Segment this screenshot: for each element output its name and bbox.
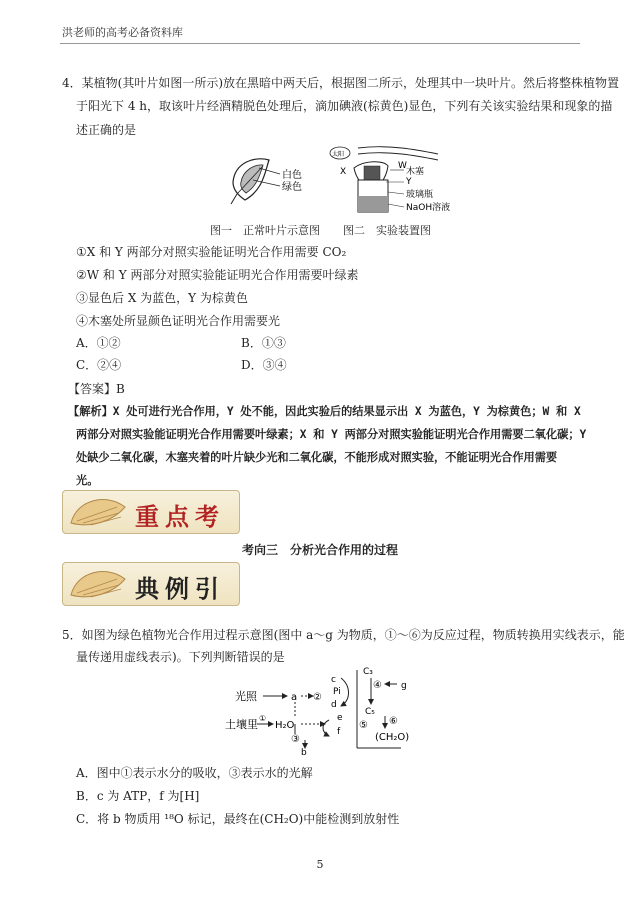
label-cork: 木塞: [406, 167, 425, 177]
q4-analysis-line-3: 处缺少二氧化碳，木塞夹着的叶片缺少光和二氧化碳，不能形成对照实验，不能证明光合作用需要: [76, 451, 558, 464]
label-y: Y: [406, 177, 412, 187]
q4-option-b: B．①③: [241, 336, 286, 350]
label-naoh: NaOH溶液: [406, 203, 451, 213]
q4-option-a: A．①②: [76, 336, 121, 350]
q4-analysis-line-4: 光。: [76, 474, 99, 487]
label-ch2o: (CH₂O): [375, 732, 410, 743]
label-c5: C₅: [365, 707, 375, 717]
q4-statement-3: ③显色后 X 为蓝色，Y 为棕黄色: [76, 291, 248, 305]
label-x: X: [340, 167, 347, 177]
figure-2-caption: 图二 实验装置图: [343, 224, 431, 237]
q4-statement-4: ④木塞处所显颜色证明光合作用需要光: [76, 314, 281, 328]
label-r3: ③: [291, 734, 300, 745]
q5-stem-line-1: 5．如图为绿色植物光合作用过程示意图(图中 a～g 为物质，①～⑥为反应过程，物质转换用实线表示，能: [62, 628, 625, 642]
q4-statement-1: ①X 和 Y 两部分对照实验能证明光合作用需要 CO₂: [76, 245, 347, 259]
naoh-solution: [358, 196, 388, 212]
label-sun: 太阳: [332, 151, 345, 158]
q4-statement-2: ②W 和 Y 两部分对照实验能证明光合作用需要叶绿素: [76, 268, 359, 282]
figure-1-caption: 图一 正常叶片示意图: [210, 224, 320, 237]
q5-option-c: C．将 b 物质用 ¹⁸O 标记，最终在(CH₂O)中能检测到放射性: [76, 812, 400, 826]
label-w: W: [398, 161, 407, 171]
header-divider: [60, 43, 580, 44]
figure-2-apparatus: [328, 144, 468, 216]
label-g: g: [401, 681, 407, 691]
label-r2: ②: [313, 692, 322, 703]
q4-stem-line-3: 述正确的是: [76, 123, 137, 137]
label-r6: ⑥: [389, 716, 398, 727]
q4-stem-line-2: 于阳光下 4 h，取该叶片经酒精脱色处理后，滴加碘液(棕黄色)显色，下列有关该实验结果和现象的描: [76, 99, 613, 113]
banner-typical-examples-text: 典例引: [135, 575, 225, 603]
label-green: 绿色: [282, 182, 302, 193]
q5-stem-line-2: 量传递用虚线表示)。下列判断错误的是: [76, 650, 285, 664]
label-soil: 土壤里: [225, 718, 258, 731]
shell-icon: [67, 493, 129, 531]
label-white: 白色: [282, 170, 302, 181]
page-number: 5: [316, 858, 324, 871]
q4-analysis-line-2: 两部分对照实验能证明光合作用需要叶绿素；X 和 Y 两部分对照实验能证明光合作用需要二氧化碳；Y: [76, 428, 587, 441]
label-c3: C₃: [363, 667, 373, 677]
label-bottle: 玻璃瓶: [406, 190, 434, 200]
label-d: d: [331, 700, 337, 710]
photosynthesis-diagram: [225, 660, 440, 755]
shell-icon: [67, 565, 129, 603]
label-h2o: H₂O: [275, 720, 295, 731]
label-r1: ①: [259, 714, 267, 723]
leaf-stem: [231, 194, 237, 204]
label-r5: ⑤: [359, 720, 368, 731]
q4-stem-line-1: 4．某植物(其叶片如图一所示)放在黑暗中两天后，根据图二所示，处理其中一块叶片。然后将整株植物置: [62, 76, 620, 90]
banner-typical-examples: [62, 562, 240, 606]
label-a: a: [291, 692, 298, 703]
label-f: f: [337, 727, 341, 737]
label-pi: Pi: [333, 687, 341, 697]
label-b: b: [301, 748, 307, 755]
section-title: 考向三 分析光合作用的过程: [241, 543, 398, 557]
q4-analysis-line-1: 【解析】X 处可进行光合作用，Y 处不能，因此实验后的结果显示出 X 为蓝色，Y 为棕黄色；W 和 X: [68, 405, 581, 418]
label-light: 光照: [235, 690, 257, 703]
q5-option-b: B．c 为 ATP，f 为[H]: [76, 789, 200, 803]
q4-option-d: D．③④: [241, 358, 287, 372]
figure-1-leaf: [225, 150, 325, 210]
label-r4: ④: [373, 680, 382, 691]
banner-key-topics: [62, 490, 240, 534]
page-header: 洪老师的高考必备资料库: [62, 26, 183, 39]
banner-key-topics-text: 重点考: [135, 503, 225, 531]
label-e: e: [337, 713, 343, 723]
label-c: c: [331, 675, 336, 685]
q4-option-c: C．②④: [76, 358, 122, 372]
q5-option-a: A．图中①表示水分的吸收，③表示水的光解: [76, 766, 313, 780]
q4-answer: 【答案】B: [68, 382, 125, 396]
